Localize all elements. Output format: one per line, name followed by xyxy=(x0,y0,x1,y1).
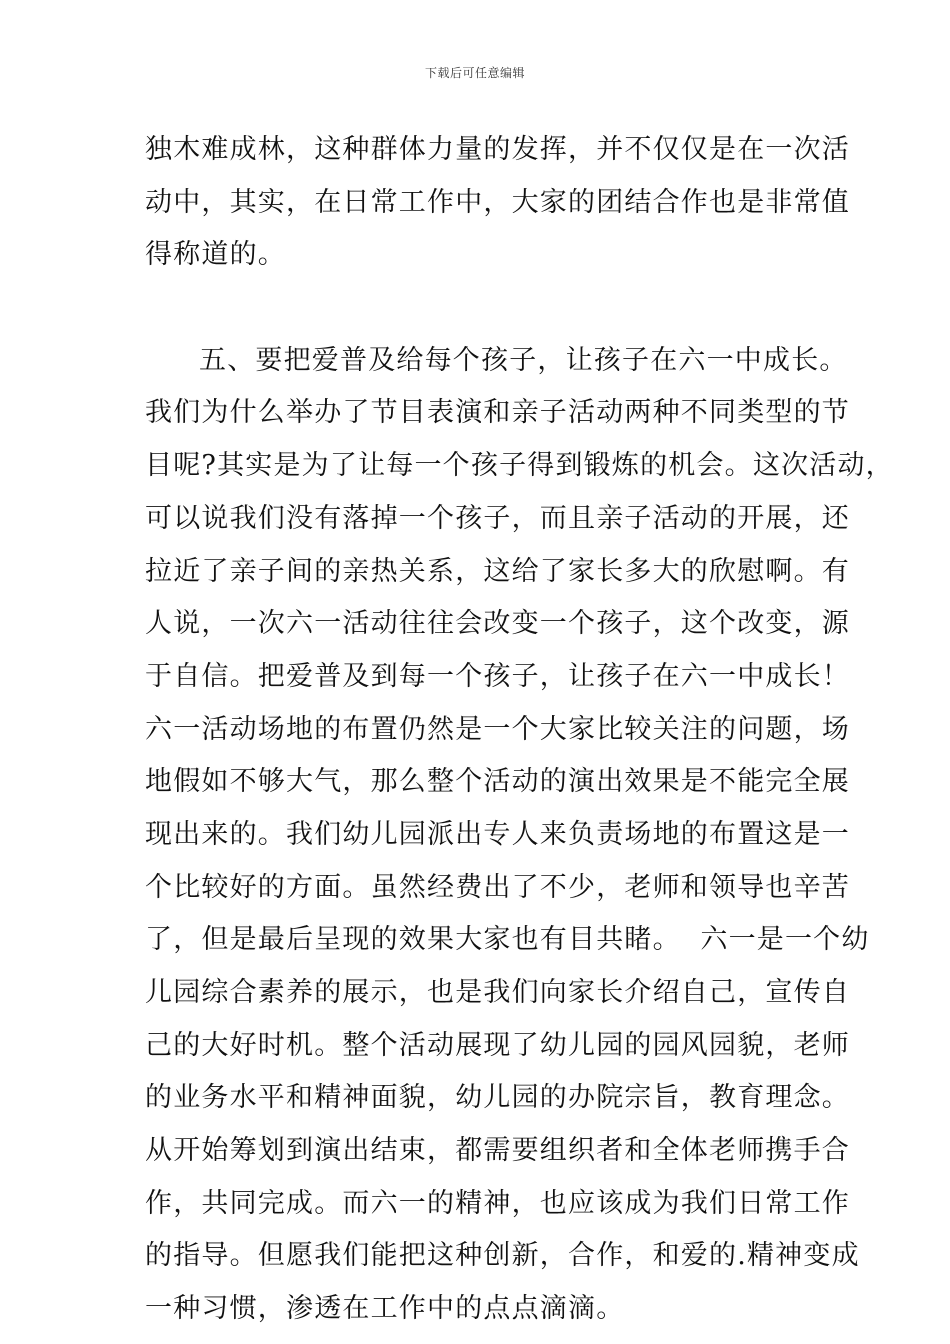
text-line: 从开始筹划到演出结束，都需要组织者和全体老师携手合 xyxy=(145,1135,850,1167)
text-line: 于自信。把爱普及到每一个孩子，让孩子在六一中成长！ xyxy=(145,660,850,692)
text-line: 个比较好的方面。虽然经费出了不少，老师和领导也辛苦 xyxy=(145,871,850,903)
text-line: 独木难成林，这种群体力量的发挥，并不仅仅是在一次活 xyxy=(145,134,850,165)
header-note: 下载后可任意编辑 xyxy=(424,66,525,80)
text-line: 一种习惯，渗透在工作中的点点滴滴。 xyxy=(145,1293,625,1325)
text-line: 地假如不够大气，那么整个活动的演出效果是不能完全展 xyxy=(145,766,850,798)
blank-line xyxy=(145,282,825,335)
text-line: 六一活动场地的布置仍然是一个大家比较关注的问题，场 xyxy=(145,713,850,745)
text-line: 我们为什么举办了节目表演和亲子活动两种不同类型的节 xyxy=(145,397,850,429)
text-line: 目呢?其实是为了让每一个孩子得到锻炼的机会。这次活动， xyxy=(145,450,894,482)
text-line: 现出来的。我们幼儿园派出专人来负责场地的布置这是一 xyxy=(145,818,850,850)
text-line: 的业务水平和精神面貌，幼儿园的办院宗旨，教育理念。 xyxy=(145,1082,850,1114)
text-line: 可以说我们没有落掉一个孩子，而且亲子活动的开展，还 xyxy=(145,502,850,534)
body-text xyxy=(145,124,894,1336)
text-line: 拉近了亲子间的亲热关系，这给了家长多大的欣慰啊。有 xyxy=(145,555,850,587)
text-line: 人说，一次六一活动往往会改变一个孩子，这个改变，源 xyxy=(145,608,850,640)
text-line: 得称道的。 xyxy=(145,239,286,271)
text-line: 了，但是最后呈现的效果大家也有目共睹。 六一是一个幼 xyxy=(145,924,870,956)
text-line: 动中，其实，在日常工作中，大家的团结合作也是非常值 xyxy=(145,186,850,218)
text-line: 的指导。但愿我们能把这种创新，合作，和爱的.精神变成 xyxy=(145,1240,860,1272)
text-line: 儿园综合素养的展示，也是我们向家长介绍自己，宣传自 xyxy=(145,977,850,1008)
text-line: 己的大好时机。整个活动展现了幼儿园的园风园貌，老师 xyxy=(145,1029,850,1061)
section-heading-line: 五、要把爱普及给每个孩子，让孩子在六一中成长。 xyxy=(199,344,848,376)
text-line: 作，共同完成。而六一的精神，也应该成为我们日常工作 xyxy=(145,1187,850,1219)
